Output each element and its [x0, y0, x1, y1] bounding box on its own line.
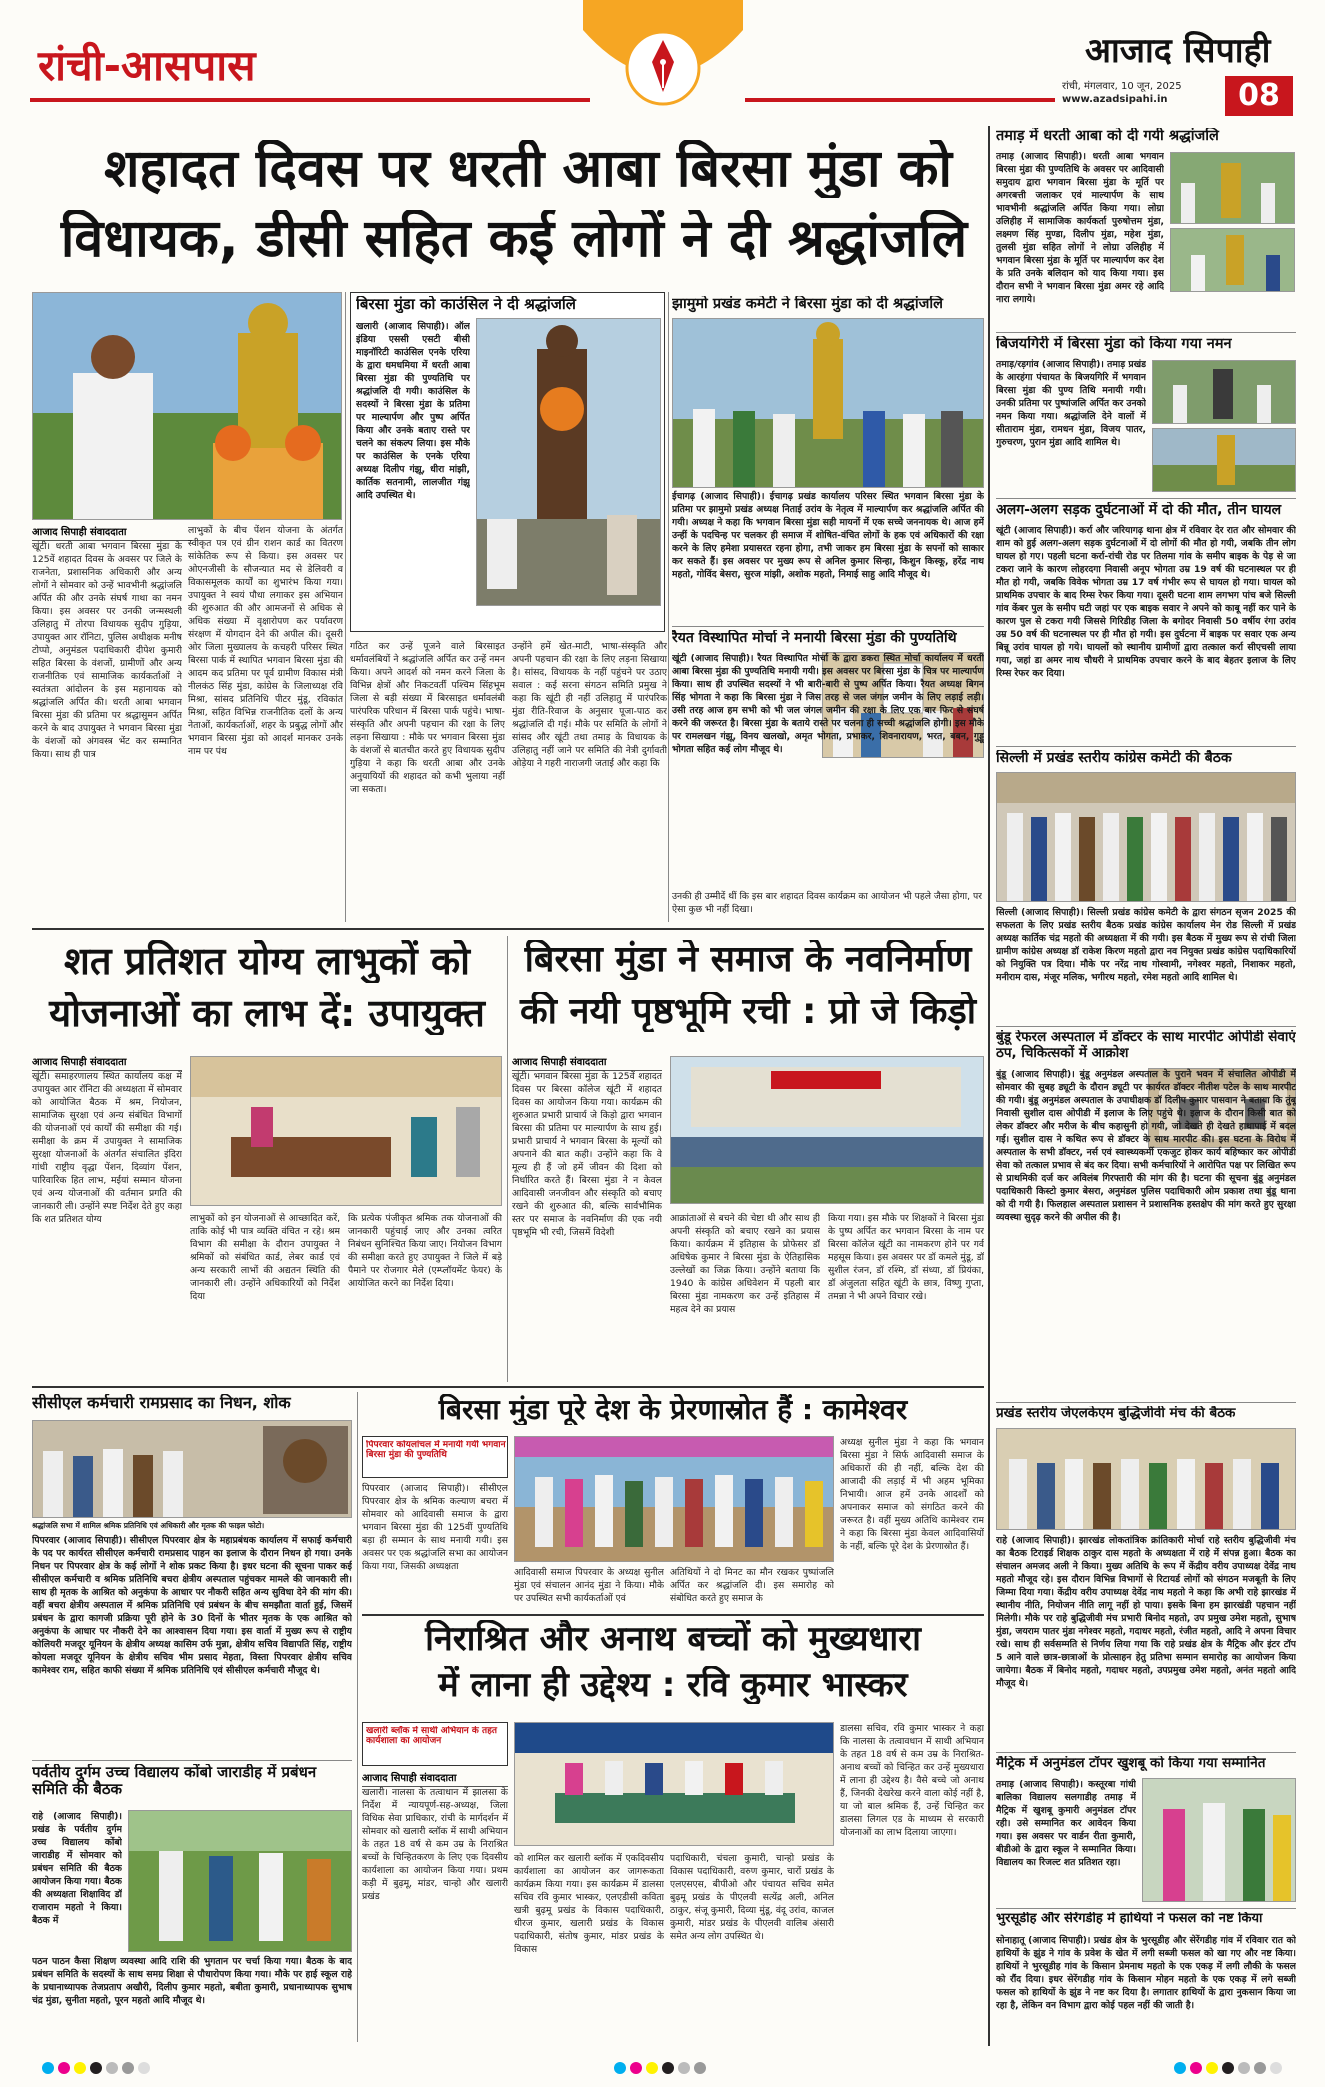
- tamad-title: तमाड़ में धरती आबा को दी गयी श्रद्धांजलि: [996, 128, 1219, 144]
- rule-ccl: [357, 1392, 358, 2042]
- rule-topper: [996, 1752, 1296, 1753]
- ccl-photo: [32, 1420, 352, 1518]
- dc-photo: [190, 1056, 502, 1206]
- pen-nib-icon: [578, 0, 748, 110]
- accident-body: खूंटी (आजाद सिपाही)। कर्रा और जरियागढ़ थाना क्षेत्र में रविवार देर रात और सोमवार की शाम को हुई अलग-अलग सड़क दुर्घटनाओं में दो लोगों की मौत हो गयी, जबकि तीन लोग घायल हो गए। पहली घटना कर्रा-रांची रोड पर तिलमा गांव के समीप बाइक के पेड़ से जा टकरा जाने के कारण लोहरदगा निवासी अनूप भोगता उम्र 19 वर्ष की घटनास्थल पर ही मौत हो गयी, जबकि विवेक भोगता उम्र 17 वर्ष गंभीर रूप से घायल हो गया। घायल को प्राथमिक उपचार के बाद रिम्स रेफर किया गया। दूसरी घटना शाम लगभग पांच बजे सिल्ली गांव केंबर पुल के समीप घटी जहां पर एक बाइक सवार ने अपने को काबू नहीं कर पाने के कारण पुल से टकरा गयी जिससे गिरिडीह जिला के बगोदर निवासी 50 वर्षीय रंगा उरांव उम्र 50 वर्ष की घटनास्थल पर ही मौत हो गयी। इस दुर्घटना में बाइक पर सवार एक अन्य बिन्नू उरांव घायल हो गये। घायलों को स्थानीय ग्रामीणों द्वारा तत्काल कर्रा सीएचसी लाया गया, जहां डा अमर नाथ चौधरी ने प्राथमिक उपचार करने के बाद बेहतर इलाज के लिए रिम्स रेफर कर दिया।: [996, 525, 1296, 679]
- topper-title: मैट्रिक में अनुमंडल टॉपर खुशबू को किया गया सम्मानित: [996, 1756, 1266, 1771]
- bhaskar-body-2: को शामिल कर खलारी ब्लॉक में एकदिवसीय कार्यशाला का आयोजन कर जागरूकता कार्यक्रम किया गया। इस कार्यक्रम में डालसा सचिव रवि कुमार भास्कर, एलएडीसी कविता खत्री बुढ़मू प्रखंड के विकास पदाधिकारी, धीरज कुमार, खलारी प्रखंड के विकास पदाधिकारी, संतोष कुमार, मांडर प्रखंड के विकास: [514, 1853, 664, 1955]
- rule-accident: [996, 498, 1296, 499]
- dc-headline-2: योजनाओं का लाभ दें: उपायुक्त: [49, 992, 485, 1035]
- kido-body-2: आक्रांताओं से बचने की चेष्टा थी और साथ ही अपनी संस्कृति को बचाए रखने का प्रयास किया। कार्यक्रम में इतिहास के प्रोफेसर डॉ अधिषेक कुमार ने बिरसा मुंडा के ऐतिहासिक उल्लेखों का जिक्र किया। उन्होंने बताया कि 1940 के कांग्रेस अधिवेशन में पहली बार बिरसा मुंडा नामकरण कर उन्हें इतिहास में महत्व देने का प्रयास: [670, 1213, 820, 1315]
- bundu-title: बुंडू रेफरल अस्पताल में डॉक्टर के साथ मारपीट ओपीडी सेवाएं ठप, चिकित्सकों में आक्रोश: [996, 1030, 1296, 1061]
- tamad-photo-1: [1170, 152, 1295, 224]
- bundu-body: बुंडू (आजाद सिपाही)। बुंडू अनुमंडल अस्पताल के पुराने भवन में संचालित ओपीडी में सोमवार की सुबह ड्यूटी के दौरान ड्यूटी पर कार्यरत डॉक्टर नीतीश पटेल के साथ मारपीट की गयी। बुंडू अनुमंडल अस्पताल के उपाधीक्षक डॉ दिलीप कुमार पासवान ने बताया कि तुंबू निवासी सुशील दास ओपीडी में इलाज के लिए पहुंचे थे। इलाज के दौरान किसी बात को लेकर डॉक्टर और मरीज के बीच कहासुनी हो गयी, जो देखते ही देखते हाथापाई में बदल गई। सुशील दास ने कथित रूप से डॉक्टर के साथ मारपीट की। इस घटना के विरोध में अस्पताल के सभी डॉक्टर, नर्स एवं स्वास्थ्यकर्मी एकजुट होकर कार्य बहिष्कार कर ओपीडी सेवा को तत्काल प्रभाव से बंद कर दिया। सभी कर्मचारियों ने आरोपित पक्ष पर लिखित रूप से प्राथमिकी दर्ज कर अविलंब गिरफ्तारी की मांग की है। घटना की सूचना बुंडू अनुमंडल पदाधिकारी किस्टो कुमार बेसरा, अनुमंडल पुलिस पदाधिकारी ओम प्रकाश तथा बुंडू थाना को दी गयी है। फिलहाल अस्पताल प्रशासन ने प्रशासनिक हस्तक्षेप की मांग करते हुए सुरक्षा व्यवस्था सुदृढ़ करने की अपील की है।: [996, 1069, 1296, 1223]
- elephant-title: भुरसूडीह और सेरेंगडीह में हाथियों ने फसल को नष्ट किया: [996, 1912, 1263, 1926]
- website: www.azadsipahi.in: [1062, 94, 1168, 105]
- school-photo: [128, 1810, 352, 1952]
- bhaskar-byline: आजाद सिपाही संवाददाता: [362, 1770, 508, 1787]
- dc-body-3: कि प्रत्येक पंजीकृत श्रमिक तक योजनाओं की जानकारी पहुंचाई जाए और उनका त्वरित निबंधन सुनिश्चित किया जाए। नियोजन विभाग की समीक्षा करते हुए उपायुक्त ने जिले में बड़े पैमाने पर रोजगार मेले (एम्प्लॉयमेंट फेयर) के आयोजित करने का निर्देश दिया।: [348, 1213, 502, 1289]
- council-body: खलारी (आजाद सिपाही)। ऑल इंडिया एससी एसटी बीसी माइनॉरिटी काउंसिल एनके एरिया के द्वारा धमधमिया में धरती आबा बिरसा मुंडा की पुण्यतिथि पर श्रद्धांजलि दी गयी। काउंसिल के सदस्यों ने बिरसा मुंडा के प्रतिमा पर माल्यार्पण और पुष्प अर्पित किया और उनके बताए रास्ते पर चलने का संकल्प लिया। इस मौके पर काउंसिल के एनके एरिया अध्यक्ष दिलीप गंझू, धीरा मांझी, कार्तिक सतनामी, लालजीत गंझू आदि उपस्थित थे।: [356, 321, 470, 501]
- rule-bundu: [996, 1026, 1296, 1027]
- rule-lead-bottom: [32, 928, 984, 930]
- silli-title: सिल्ली में प्रखंड स्तरीय कांग्रेस कमेटी की बैठक: [996, 750, 1232, 766]
- kido-body-1: खूंटी। भगवान बिरसा मुंडा के 125वें शहादत दिवस पर बिरसा कॉलेज खूंटी में शहादत दिवस का आयोजन किया गया। कार्यक्रम की शुरुआत प्रभारी प्राचार्य जे किड़ो द्वारा भगवान बिरसा की प्रतिमा पर माल्यार्पण के साथ हुई। प्रभारी प्राचार्य ने भगवान बिरसा के मूल्यों को अपनाने की बात कही। उन्होंने कहा कि वे मूल्य ही हैं जो हमें जीवन की दिशा को निर्धारित करते हैं। बिरसा मुंडा ने न केवल आदिवासी जनजीवन और संस्कृति को बचाए रखने की शुरुआत की, बल्कि सार्वभौमिक स्तर पर समाज के नवनिर्माण की एक नयी पृष्ठभूमि भी रची, जिसमें विदेशी: [512, 1071, 662, 1238]
- tamad-body: तमाड़ (आजाद सिपाही)। धरती आबा भगवान बिरसा मुंडा की पुण्यतिथि के अवसर पर आदिवासी समुदाय द्वारा भगवान बिरसा मुंडा के मूर्ति पर अगरबत्ती जलाकर एवं माल्यार्पण के साथ भावभीनी श्रद्धांजलि अर्पित किया गया। लोग्रा उलिहीह में सामाजिक कार्यकर्ता पुरुषोत्तम मुंडा, लक्ष्मण सिंह मुण्डा, दिलीप मुंडा, महेश मुंडा, तुलसी मुंडा सहित लोगों ने लोग्रा उलिहीह में भगवान बिरसा मुंडा के मूर्ति पर माल्यार्पण कर देश के प्रति उनके बलिदान को याद किया गया। इस दौरान सभी ने भगवान बिरसा मुंडा अमर रहे आदि नारा लगाये।: [996, 151, 1164, 305]
- paper-name: आजाद सिपाही: [1085, 31, 1271, 71]
- jlkm-title: प्रखंड स्तरीय जेएलकेएम बुद्धिजीवी मंच की बैठक: [996, 1406, 1236, 1421]
- kido-headline-2: की नयी पृष्ठभूमि रची : प्रो जे किड़ो: [519, 992, 977, 1032]
- lead-byline: आजाद सिपाही संवाददाता: [32, 524, 192, 541]
- bhaskar-photo: [514, 1722, 834, 1846]
- silli-body: सिल्ली (आजाद सिपाही)। सिल्ली प्रखंड कांग्रेस कमेटी के द्वारा संगठन सृजन 2025 की सफलता के लिए प्रखंड स्तरीय बैठक प्रखंड कांग्रेस कार्यालय मेन रोड सिल्ली में प्रखंड अध्यक्ष कार्तिक चंद्र महतो की अध्यक्षता में की गयी। इस बैठक में मुख्य रूप से रांची जिला ग्रामीण कांग्रेस अध्यक्ष डॉ राकेश किरण महतो द्वारा नव नियुक्त प्रखंड कांग्रेस पदाधिकारियों को नियुक्ति पत्र दिया। मौके पर नरेंद्र नाथ गोस्वामी, नगेश्वर महतो, निशाकर महतो, मनीराम दास, मंजूर मलिक, भगीरथ महतो, रमेश महतो आदि शामिल थे।: [996, 907, 1296, 983]
- page-number: 08: [1225, 76, 1293, 116]
- jharkhand-body: ईचागढ़ (आजाद सिपाही)। ईचागढ़ प्रखंड कार्यालय परिसर स्थित भगवान बिरसा मुंडा के प्रतिमा पर झामुमो प्रखंड अध्यक्ष निताई उरांव के नेतृत्व में माल्यार्पण कर श्रद्धांजलि अर्पित की गयी। अध्यक्ष ने कहा कि भगवान बिरसा मुंडा सही मायनों में एक सच्चे जननायक थे। आज हमें उन्हीं के पदचिन्ह पर चलकर ही समाज में शोषित-वंचित लोगों के हक एवं अधिकारों की रक्षा करने के लिए हमेशा प्रयासरत रहना होगा, तभी जाकर हम बिरसा मुंडा के सपनों को साकार कर सकते हैं। इस अवसर पर मुख्य रूप से अनिल कुमार सिन्हा, किशुन किस्कू, हरेंद्र नाथ महतो, गोविंद बेसरा, सुरज मांझी, अशोक महतो, निमाई साहु आदि मौजूद थे।: [672, 491, 984, 580]
- ccl-caption: श्रद्धांजलि सभा में शामिल श्रमिक प्रतिनिधि एवं अधिकारी और मृतक की फाइल फोटो।: [32, 1521, 265, 1530]
- jharkhand-title: झामुमो प्रखंड कमेटी ने बिरसा मुंडा को दी श्रद्धांजलि: [672, 296, 943, 312]
- accident-title: अलग-अलग सड़क दुर्घटनाओं में दो की मौत, तीन घायल: [996, 502, 1282, 518]
- kameshwar-body-1: पिपरवार (आजाद सिपाही)। सीसीएल पिपरवार क्षेत्र के श्रमिक कल्याण बचरा में सोमवार को आदिवासी समाज के द्वारा भगवान बिरसा मुंडा की 125वीं पुण्यतिथि बड़ा ही सम्मान के साथ मनायी गयी। इस अवसर पर एक श्रद्धांजलि सभा का आयोजन किया गया, जिसकी अध्यक्षता: [362, 1483, 508, 1572]
- section-title: रांची-आसपास: [38, 41, 256, 90]
- elephant-body: सोनाहातू (आजाद सिपाही)। प्रखंड क्षेत्र के भुरसूडीह और सेरेंगडीह गांव में रविवार रात को हाथियों के झुंड ने गांव के प्रवेश के खेत में लगी सब्जी फसल को खा गए और नष्ट किया। हाथियों ने भुरसूडीह गांव के किसान प्रेमनाथ महतो के एक एकड़ में लगी लौकी के फसल को रौंद दिया। इधर सेरेंगडीह गांव के किसान मोहन महतो के एक एकड़ में लगे सब्जी फसल को हाथियों के झुंड ने नष्ट कर दिया है। लगातार हाथियों के द्वारा नुकसान किया जा रहा है, लेकिन वन विभाग द्वारा कोई पहल नहीं की जाती है।: [996, 1935, 1296, 2011]
- lead-body-4: उन्होंने हमें खेत-माटी, भाषा-संस्कृति और अपनी पहचान की रक्षा के लिए लड़ना सिखाया है। सांसद, विधायक के नहीं पहुंचने पर उठाए सवाल : कई सरना संगठन समिति प्रमुख ने कहा कि खूंटी ही नहीं उलिहातु में पारंपरिक मुंडा रीति-रिवाज के अनुसार पूजा-पाठ कर श्रद्धांजलि दी गई। मौके पर समिति के लोगों ने सांसद और खूंटी तथा तमाड़ के विधायक के उलिहातु नहीं जाने पर समिति की नेत्री दुर्गावती ओड़ेया ने गहरी नाराजगी जताई और कहा कि: [512, 641, 667, 769]
- topper-photo: [1142, 1778, 1296, 1902]
- kido-body-3: किया गया। इस मौके पर शिक्षकों ने बिरसा मुंडा के पुष्प अर्पित कर भगवान बिरसा के नाम पर बिरसा कॉलेज खूंटी का नामकरण होने पर गर्व महसूस किया। इस अवसर पर डॉ कमले मुंडू, डॉ सुशील रंजन, डॉ रश्मि, डॉ संध्या, डॉ प्रियंका, डॉ अंजुलता सहित खूंटी के छात्र, विष्णु गुप्ता, तमन्ना ने भी अपने विचार रखे।: [828, 1213, 984, 1302]
- rule-kameshwar-bottom: [362, 1614, 984, 1616]
- kameshwar-headline: बिरसा मुंडा पूरे देश के प्रेरणास्रोत हैं : कामेश्वर: [438, 1394, 908, 1426]
- section-underline-right: [745, 98, 1055, 102]
- lead-headline-1: शहादत दिवस पर धरती आबा बिरसा मुंडा को: [104, 140, 952, 199]
- bhaskar-headline-1: निराश्रित और अनाथ बच्चों को मुख्यधारा: [425, 1620, 921, 1659]
- kameshwar-body-3: अतिथियों ने दो मिनट का मौन रखकर पुष्पांजलि अर्पित कर श्रद्धांजलि दी। इस समारोह को संबोधित करते हुए समाज के: [670, 1567, 834, 1604]
- masthead: [0, 0, 1325, 118]
- jharkhand-photo: [672, 318, 984, 488]
- kido-byline: आजाद सिपाही संवाददाता: [512, 1054, 662, 1071]
- bija-photo-1: [1152, 360, 1296, 424]
- bhaskar-body-1: खलारी। नालसा के तत्वाधान में झालसा के निर्देश में न्यायपूर्ण-सह-अध्यक्ष, जिला विधिक सेवा प्राधिकार, रांची के मार्गदर्शन में सोमवार को खलारी ब्लॉक में साथी अभियान के तहत 18 वर्ष से कम उम्र के निराश्रित बच्चों के चिन्हितकरण के लिए एक दिवसीय कार्यशाला का आयोजन किया गया। प्रथम कड़ी में बुढ़मू, मांडर, चान्हो और खलारी प्रखंड: [362, 1787, 508, 1902]
- kido-photo: [670, 1056, 984, 1204]
- school-rule: [32, 1760, 352, 1761]
- kameshwar-body-4: अध्यक्ष सुनील मुंडा ने कहा कि भगवान बिरसा मुंडा ने सिर्फ आदिवासी समाज के अधिकारों की ही नहीं, बल्कि देश की आजादी की लड़ाई में भी अहम भूमिका निभायी। आज हमें उनके आदर्शों को अपनाकर समाज को संगठित करने की जरूरत है। वहीं मुख्य अतिथि कामेश्वर राम ने कहा कि बिरसा मुंडा केवल आदिवासियों के नहीं, बल्कि पूरे देश के प्रेरणास्रोत हैं।: [840, 1437, 984, 1552]
- jlkm-photo: [996, 1428, 1296, 1530]
- lead-body-5: उनकी ही उम्मीदें थीं कि इस बार शहादत दिवस कार्यक्रम का आयोजन भी पहले जैसा होगा, पर ऐसा कुछ भी नहीं दिखा।: [672, 891, 982, 915]
- rule-jlkm: [996, 1402, 1296, 1403]
- lead-photo: [32, 292, 342, 520]
- bhaskar-body-4: डालसा सचिव, रवि कुमार भास्कर ने कहा कि नालसा के तत्वावधान में साथी अभियान के तहत 18 वर्ष से कम उम्र के निराश्रित-अनाथ बच्चों को चिन्हित कर उन्हें मुख्यधारा में लाना ही उद्देश्य है। वैसे बच्चे जो अनाथ हैं, जिनकी देखरेख करने वाला कोई नहीं है, या जो बाल श्रमिक हैं, उन्हें चिन्हित कर डालसा लिगल एड के माध्यम से सरकारी योजनाओं का लाभ दिलाया जाएगा।: [840, 1723, 984, 1838]
- rule-lead-2: [668, 292, 669, 922]
- raiyat-rule: [672, 626, 984, 627]
- kameshwar-photo: [514, 1436, 834, 1562]
- raiyat-body: खूंटी (आजाद सिपाही)। रैयत विस्थापित मोर्चा के द्वारा डकरा स्थित मोर्चा कार्यालय में धरती आबा बिरसा मुंडा की पुण्यतिथि मनायी गयी। इस अवसर पर बिरसा मुंडा के चित्र पर माल्यार्पण किया। साथ ही उपस्थित सदस्यों ने भी बारी-बारी से पुष्प अर्पित किया। रैयत अध्यक्ष बिगन सिंह भोगता ने कहा कि बिरसा मुंडा ने जिस तरह से जल जंगल जमीन के लिए लड़ाई लड़ी। उसी तरह आज हम सभी को भी जल जंगल जमीन की रक्षा के लिए एक बार फिर से संघर्ष करने की जरूरत है। बिरसा मुंडा के बताये रास्ते पर चलना ही सच्ची श्रद्धांजलि होगी। इस मौके पर रामलखन गंझू, विनय खलखो, अमृत भोगता, प्रभाकर, शिवनारायण, भरत, बबन, गुड्डू भोगता सहित कई लोग मौजूद थे।: [672, 653, 984, 755]
- bhaskar-body-3: पदाधिकारी, चंचला कुमारी, चान्हो प्रखंड के विकास पदाधिकारी, वरुण कुमार, चारों प्रखंड के एलएसएस, बीपीओ और पंचायत सचिव समेत बुढ़मू प्रखंड के पीएलवी सत्येंद्र अली, अनिल ठाकुर, संजू कुमारी, दिव्या मुंडू, वंदू उरांव, काजल कुमारी, मांडर प्रखंड के पीएलवी वालिब अंसारी समेत अन्य लोग उपस्थित थे।: [670, 1853, 834, 1942]
- rule-elephant: [996, 1908, 1296, 1909]
- jlkm-body: राहे (आजाद सिपाही)। झारखंड लोकतांत्रिक क्रांतिकारी मोर्चा राहे स्तरीय बुद्धिजीवी मंच का बैठक टिराइर्ड शिक्षक ठाकुर दास महतो के अध्यक्षता में राहे में संपन्न हुआ। बैठक का संचालन अमजद अली ने किया। मुख्य अतिथि के रूप में केंद्रीय वरीय उपाध्यक्ष देवेंद्र नाथ महतो मौजूद रहे। इस दौरान विभिन्न विभागों से रिटायर्ड लोगों को संगठन मजबूती के लिए जिम्मा दिया गया। केंद्रीय वरीय उपाध्यक्ष देवेंद्र नाथ महतो ने कहा कि अभी राहे झारखंड में स्थानीय नीति, नियोजन नीति लागू नहीं हो पाया। इसके बिना हम झारखंडी पहचान नहीं मिलेगी। मौके पर राहे बुद्धिजीवी मंच प्रभारी बिनोद महतो, उप प्रमुख उमेश महतो, सुभाष मुंडा, जयराम पातर मुंडा नगेश्वर महतो, गदाधर महतो, रंजीत महतो, आदि ने अपना विचार रखे। साथ ही सर्वसम्मति से निर्णय लिया गया कि राहे प्रखंड क्षेत्र के मैट्रिक और इंटर टॉप 5 आने वाले छात्र-छात्राओं के प्रोत्साहन हेतु प्रतिभा सम्मान समारोह का आयोजन किया जायेगा। बैठक में बिनोद महतो, गदाधर महतो, उपप्रमुख उमेश महतो, अनंत महतो आदि मौजूद थे।: [996, 1535, 1296, 1689]
- dc-headline-1: शत प्रतिशत योग्य लाभुकों को: [63, 940, 470, 983]
- bija-body: तमाड़/रड़गांव (आजाद सिपाही)। तमाड़ प्रखंड के आरहंगा पंचायत के बिजयगिरि में भगवान बिरसा मुंडा की पुण्य तिथि मनायी गयी। उनकी प्रतिमा पर पुष्पांजलि अर्पित कर उनको नमन किया गया। श्रद्धांजलि देने वालों में सीताराम मुंडा, रामधन मुंडा, विजय पातर, गुरुचरण, पुरान मुंडा आदि शामिल थे।: [996, 359, 1146, 448]
- kameshwar-kicker: पिपरवार कोयलांचल में मनायी गयी भगवान बिरसा मुंडा की पुण्यतिथि: [366, 1440, 506, 1461]
- rule-dc-bottom: [32, 1386, 984, 1388]
- bhaskar-headline-2: में लाना ही उद्देश्य : रवि कुमार भास्कर: [438, 1666, 908, 1705]
- rule-sidebar: [988, 126, 990, 2046]
- registration-bar: [0, 2050, 1325, 2087]
- rule-lead-1: [345, 292, 346, 922]
- ccl-body: पिपरवार (आजाद सिपाही)। सीसीएल पिपरवार क्षेत्र के महाप्रबंधक कार्यालय में सफाई कर्मचारी के पद पर कार्यरत सीसीएल कर्मचारी रामप्रसाद पाहन का इलाज के दौरान निधन हो गया। उनके निधन पर पिपरवार क्षेत्र के कई लोगों ने शोक प्रकट किया है। इधर घटना की सूचना पाकर कई सीसीएल कर्मचारी व श्रमिक प्रतिनिधि बचरा क्षेत्रीय अस्पताल पहुंचकर मामले की जानकारी ली। साथ ही मृतक के आश्रित को अनुकंपा के आधार पर नौकरी सहित अन्य सुविधा देने की मांग की। वहीं बचरा क्षेत्रीय अस्पताल में श्रमिक प्रतिनिधि एवं प्रबंधन के बीच समझौता वार्ता हुई, जिसमें प्रबंधन के द्वारा कागजी प्रक्रिया पूरी होने के 30 दिनों के भीतर मृतक के एक आश्रित को अनुकंपा के आधार पर नौकरी देने का आश्वासन दिया गया। इस वार्ता में मुख्य रूप से राष्ट्रीय कोलियरी मजदूर यूनियन के क्षेत्रीय अध्यक्ष कासिम उर्फ मुन्ना, क्षेत्रीय सचिव विद्यापति सिंह, राष्ट्रीय कोयला मजदूर यूनियन के क्षेत्रीय सचिव भीम प्रसाद मेहता, विस्ता पिपरवार क्षेत्रीय सचिव कामेश्वर राम, सहित काफी संख्या में श्रमिक प्रतिनिधि एवं सीसीएल कर्मचारी मौजूद थे।: [32, 1535, 352, 1676]
- lead-body-2: लाभुकों के बीच पेंशन योजना के अंतर्गत स्वीकृत पत्र एवं ग्रीन राशन कार्ड का वितरण सांकेतिक रूप से किया। इस अवसर पर ओएनजीसी के सौजन्यात मद से डेलिवरी व विकासमूलक कार्यों का शुभारंभ किया गया। उपायुक्त ने स्वयं पौधा लगाकर इस अभियान की शुरुआत की और आमजनों से अधिक से अधिक संख्या में वृक्षारोपण कर पर्यावरण संरक्षण में योगदान देने की अपील की। दूसरी ओर जिला मुख्यालय के कचहरी परिसर स्थित बिरसा पार्क में स्थापित भगवान बिरसा मुंडा की आदम कद प्रतिमा पर पूर्व ग्रामीण विकास मंत्री नीलकंठ सिंह मुंडा, कांग्रेस के जिलाध्यक्ष रवि मिश्रा, सांसद प्रतिनिधि पीटर मुंडू, रविकांत मिश्रा, सहित विभिन्न राजनीतिक दलों के अन्य नेताओं, कार्यकर्ताओं, शहर के प्रबुद्ध लोगों और भगवान बिरसा मुंडा को आदर्श मानकर उनके नाम पर पंथ: [188, 525, 343, 757]
- raiyat-title: रैयत विस्थापित मोर्चा ने मनायी बिरसा मुंडा की पुण्यतिथि: [672, 630, 957, 646]
- school-body-2: पठन पाठन कैसा शिक्षण व्यवस्था आदि राशि की भुगतान पर चर्चा किया गया। बैठक के बाद प्रबंधन समिति के सदस्यों के साथ समग्र शिक्षा से पौधारोपण किया गया। मौके पर हाई स्कूल राहे के प्रधानाध्यापक तेजप्रताप अखौरी, दिलीप कुमार महतो, बबीता कुमारी, प्रधानाध्यापक सुभाष चंद्र मुंडा, सुनीता महतो, पूरन महतो आदि मौजूद थे।: [32, 1956, 352, 2006]
- lead-headline-2: विधायक, डीसी सहित कई लोगों ने दी श्रद्धांजलि: [60, 210, 968, 269]
- bija-title: बिजयगिरी में बिरसा मुंडा को किया गया नमन: [996, 336, 1232, 352]
- rule-dc-kido: [507, 936, 508, 1382]
- school-title: पर्वतीय दुर्गम उच्च विद्यालय कोंबो जाराडीह में प्रबंधन समिति की बैठक: [32, 1764, 317, 1799]
- section-underline: [30, 98, 590, 102]
- lead-body-3: गठित कर उन्हें पूजने वाले बिरसाइत धर्मावलंबियों ने श्रद्धांजलि अर्पित कर उन्हें नमन किया। अपने आदर्श को नमन करने जिला के विभिन्न क्षेत्रों और निकटवर्ती पश्चिम सिंहभूम जिला से बड़ी संख्या में बिरसाइत धर्मावलंबी पारंपरिक परिधान में बिरसा पार्क पहुंचे। भाषा-संस्कृति और अपनी पहचान की रक्षा के लिए लड़ना सिखाया : मौके पर भगवान बिरसा मुंडा के वंशजों से बातचीत करते हुए विधायक सुदीप गुड़िया ने कहा कि धरती आबा और उनके अनुयायियों की शहादत को कभी भुलाया नहीं जा सकता।: [350, 641, 505, 795]
- rule-bija: [996, 332, 1296, 333]
- ccl-title: सीसीएल कर्मचारी रामप्रसाद का निधन, शोक: [32, 1394, 291, 1412]
- council-title: बिरसा मुंडा को काउंसिल ने दी श्रद्धांजलि: [356, 296, 576, 313]
- bija-photo-2: [1152, 428, 1296, 492]
- dc-body-2: लाभुकों को इन योजनाओं से आच्छादित करें, ताकि कोई भी पात्र व्यक्ति वंचित न रहे। श्रम विभाग की समीक्षा के दौरान उपायुक्त ने श्रमिकों को संबंधित कार्ड, लेबर कार्ड एवं अन्य सरकारी लाभों की अद्यतन स्थिति की जानकारी ली। उन्होंने अधिकारियों को निर्देश दिया: [190, 1213, 340, 1302]
- kido-headline-1: बिरसा मुंडा ने समाज के नवनिर्माण: [524, 940, 972, 980]
- tamad-photo-2: [1170, 228, 1295, 292]
- council-photo: [476, 318, 661, 606]
- dc-byline: आजाद सिपाही संवाददाता: [32, 1054, 182, 1071]
- topper-body: तमाड़ (आजाद सिपाही)। कस्तूरबा गांधी बालिका विद्यालय सलगाडीह तमाड़ में मैट्रिक में खुशबू कुमारी अनुमंडल टॉपर रही। उसे सम्मानित कर आवेदन किया गया। इस अवसर पर वार्डन रीता कुमारी, बीडीओ के द्वारा स्कूल ने सम्मानित किया। विद्यालय का रिजल्ट शत प्रतिशत रहा।: [996, 1779, 1136, 1868]
- school-body-1: राहे (आजाद सिपाही)। प्रखंड के पर्वतीय दुर्गम उच्च विद्यालय कोंबो जाराडीह में सोमवार को प्रबंधन समिति की बैठक आयोजन किया गया। बैठक की अध्यक्षता शिक्षाविद डॉ राजाराम महतो ने किया। बैठक में: [32, 1811, 122, 1926]
- rule-silli: [996, 746, 1296, 747]
- dateline: रांची, मंगलवार, 10 जून, 2025: [1062, 81, 1182, 92]
- dc-body-1: खूंटी। समाहरणालय स्थित कार्यालय कक्ष में उपायुक्त आर रॉनिटा की अध्यक्षता में सोमवार को आयोजित बैठक में श्रम, नियोजन, सामाजिक सुरक्षा एवं अन्य संबंधित विभागों की योजनाओं एवं कार्यों की समीक्षा की गई। समीक्षा के क्रम में उपायुक्त ने सामाजिक सुरक्षा योजनाओं के अंतर्गत संचालित इंदिरा गांधी राष्ट्रीय वृद्धा पेंशन, दिव्यांग पेंशन, पारिवारिक हित लाभ, मईयां सम्मान योजना एवं अन्य योजनाओं की वर्तमान प्रगति की जानकारी ली। उन्होंने स्पष्ट निर्देश देते हुए कहा कि शत प्रतिशत योग्य: [32, 1071, 182, 1225]
- silli-photo: [996, 772, 1296, 902]
- kameshwar-body-2: आदिवासी समाज पिपरवार के अध्यक्ष सुनील मुंडा एवं संचालन आनंद मुंडा ने किया। मौके पर उपस्थित सभी कार्यकर्ताओं एवं: [514, 1567, 664, 1604]
- lead-body-1: खूंटी। धरती आबा भगवान बिरसा मुंडा के 125वें शहादत दिवस के अवसर पर जिले के राजनेता, प्रशासनिक अधिकारी और अन्य लोगों ने सोमवार को उन्हें भावभीनी श्रद्धांजलि अर्पित की और उनके संघर्ष गाथा का नमन किया। इस अवसर पर उनकी जन्मस्थली उलिहातु में तोरपा विधायक सुदीप गुड़िया, उपायुक्त आर रॉनिटा, पुलिस अधीक्षक मनीष टोप्पो, अनुमंडल पदाधिकारी दीपेश कुमारी सहित बिरसा के वंशजों, ग्रामीणों और अन्य राजनीतिक एवं सामाजिक कार्यकर्ताओं ने स्वतंत्रता आंदोलन के इस महानायक को श्रद्धांजलि अर्पित की। धरती आबा भगवान बिरसा मुंडा की प्रतिमा पर श्रद्धासुमन अर्पित करने के बाद उपायुक्त ने भगवान बिरसा मुंडा के वंशजों को अंगवस्त्र भेंट कर सम्मानित किया। साथ ही पात्र: [32, 541, 182, 760]
- bhaskar-kicker: खलारी ब्लॉक में साथी अभियान के तहत कार्यशाला का आयोजन: [366, 1726, 497, 1747]
